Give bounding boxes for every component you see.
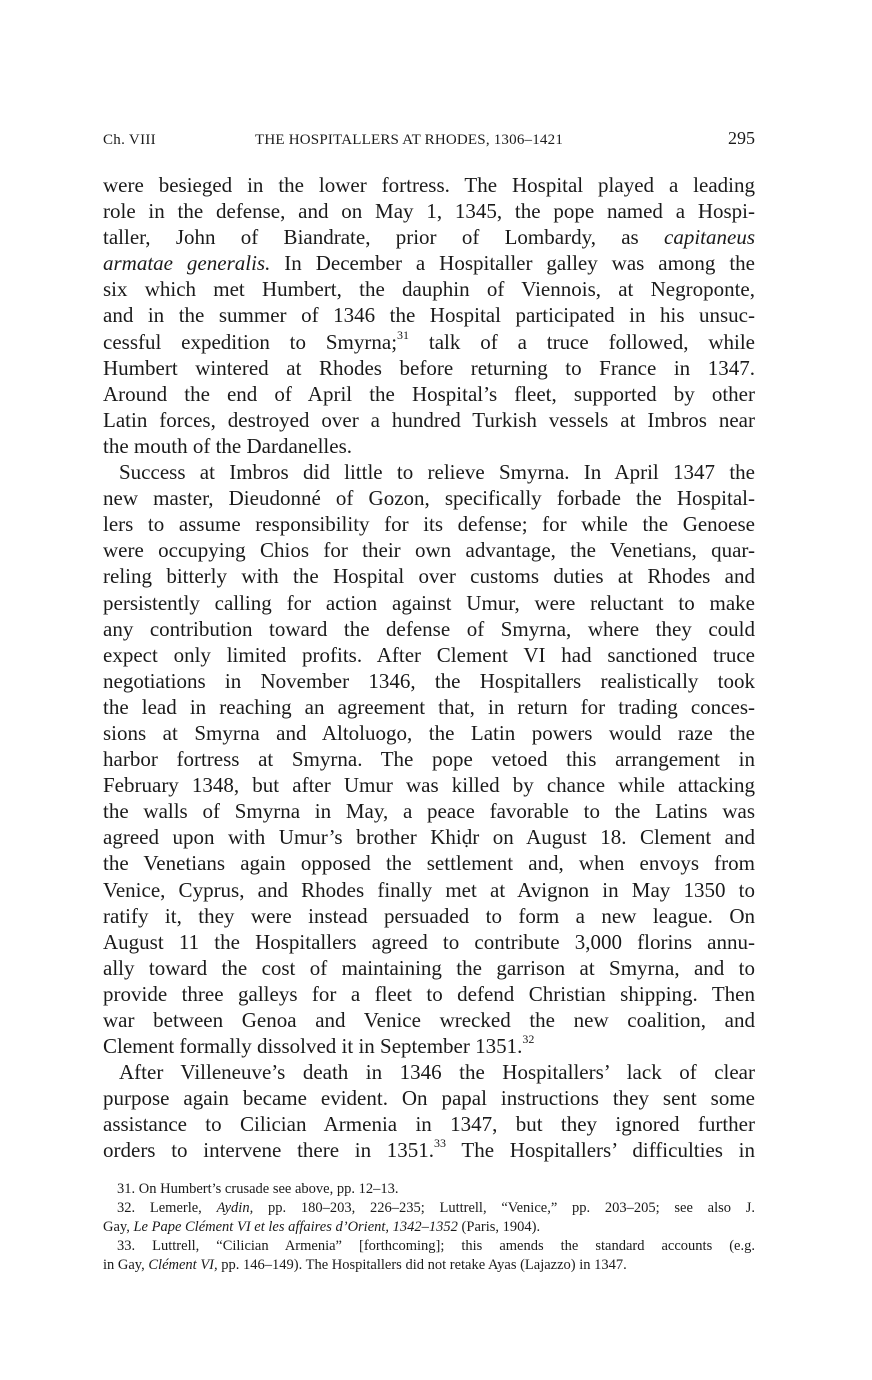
text-line: the Venetians again opposed the settlement and, when envoys from [103,851,755,876]
footnote-italic: Aydin, [216,1200,254,1216]
footnote-text: pp. 146–149). The Hospitallers did not retake Ayas (Lajazzo) in 1347. [221,1257,627,1273]
footnote-text: in Gay, [103,1257,145,1273]
footnote-line [103,1180,755,1199]
footnote-33 [103,1237,755,1275]
footnote-line [103,1237,755,1256]
text-line: agreed upon with Umur’s brother Khiḍr on August 18. Clement and [103,825,755,850]
running-header [103,128,755,152]
text-line: role in the defense, and on May 1, 1345, the pope named a Hospi- [103,199,755,224]
footnote-ref: 31 [397,327,410,342]
text-line: provide three galleys for a fleet to defend Christian shipping. Then [103,981,755,1006]
footnote-ref: 32 [522,1032,535,1047]
footnote-line [103,1218,755,1237]
text-line: were besieged in the lower fortress. The Hospital played a leading [103,173,755,197]
text-line: the lead in reaching an agreement that, in return for trading conces- [103,694,755,719]
text-line: assistance to Cilician Armenia in 1347, but they ignored further [103,1112,755,1137]
footnote-number: 33. [117,1238,136,1254]
text-line: persistently calling for action against Umur, were reluctant to make [103,590,755,615]
text-line [103,329,755,355]
text-line: Humbert wintered at Rhodes before returning to France in 1347. [103,355,755,380]
text-line: After Villeneuve’s death in 1346 the Hospitallers’ lack of clear [119,1060,755,1085]
text-line: purpose again became evident. On papal instructions they sent some [103,1086,755,1111]
text-run: The Hospitallers’ difficulties in [446,1138,755,1163]
footnote-text: Lemerle, [149,1200,202,1216]
main-text [103,172,755,1164]
page-number: 295 [728,128,755,148]
text-line: Around the end of April the Hospital’s fleet, supported by other [103,381,755,406]
text-line: were occupying Chios for their own advantage, the Venetians, quar- [103,538,755,563]
text-line: Venice, Cyprus, and Rhodes finally met at Avignon in May 1350 to [103,877,755,902]
text-line: the mouth of the Dardanelles. [103,433,353,458]
text-run: orders to intervene there in 1351. [103,1138,435,1163]
text-line: reling bitterly with the Hospital over customs duties at Rhodes and [103,564,755,589]
paragraph-1 [103,172,755,459]
text-line: negotiations in November 1346, the Hospitallers realistically took [103,668,755,693]
chapter-label: Ch. VIII [103,132,156,148]
text-line: August 11 the Hospitallers agreed to contribute 3,000 florins annu- [103,929,755,954]
footnotes [103,1180,755,1275]
text-run: In December a Hospitaller galley was among the [270,251,755,276]
paragraph-2 [103,459,755,1059]
italic-phrase: armatae generalis. [103,251,271,276]
footnote-line [103,1256,755,1275]
footnote-text: Gay, [103,1219,130,1235]
text-line: harbor fortress at Smyrna. The pope vetoed this arrangement in [103,747,755,772]
footnote-line [103,1199,755,1218]
footnote-32 [103,1199,755,1237]
text-line: ally toward the cost of maintaining the garrison at Smyrna, and to [103,955,755,980]
footnote-number: 31. [117,1181,136,1197]
text-line: lers to assume responsibility for its defense; for while the Genoese [103,512,755,537]
text-line [103,224,755,250]
footnote-ref: 33 [434,1136,447,1151]
paragraph-3 [103,1059,755,1163]
footnote-text: On Humbert’s crusade see above, pp. 12–13. [138,1181,399,1197]
text-line: expect only limited profits. After Clement VI had sanctioned truce [103,642,755,667]
text-run: taller, John of Biandrate, prior of Lombardy, as [103,225,665,250]
footnote-number: 32. [117,1200,136,1216]
text-line: February 1348, but after Umur was killed by chance while attacking [103,773,755,798]
text-run: cessful expedition to Smyrna; [103,329,398,354]
text-line: Success at Imbros did little to relieve Smyrna. In April 1347 the [119,460,755,485]
text-line: six which met Humbert, the dauphin of Viennois, at Negroponte, [103,277,755,302]
text-line: sions at Smyrna and Altoluogo, the Latin powers would raze the [103,720,755,745]
text-line: Latin forces, destroyed over a hundred Turkish vessels at Imbros near [103,407,755,432]
text-line [103,1033,755,1059]
text-run: Clement formally dissolved it in September 1351. [103,1034,523,1059]
text-line: the walls of Smyrna in May, a peace favorable to the Latins was [103,799,755,824]
text-line: any contribution toward the defense of Smyrna, where they could [103,616,755,641]
footnote-31 [103,1180,755,1199]
text-line: ratify it, they were instead persuaded to form a new league. On [103,903,755,928]
text-line: and in the summer of 1346 the Hospital participated in his unsuc- [103,303,755,328]
text-line [103,1137,755,1163]
running-title: THE HOSPITALLERS AT RHODES, 1306–1421 [255,132,564,148]
text-line: war between Genoa and Venice wrecked the new coalition, and [103,1008,755,1032]
footnote-italic: Clément VI, [148,1257,218,1273]
footnote-text: Luttrell, “Cilician Armenia” [forthcoming]; this amends the standard accounts (e.g. [152,1238,755,1254]
footnote-italic: Le Pape Clément VI et les affaires d’Orient, 1342–1352 [133,1219,458,1235]
text-run: talk of a truce followed, while [409,329,755,354]
footnote-text: (Paris, 1904). [461,1219,541,1235]
text-line [103,250,755,276]
text-line: new master, Dieudonné of Gozon, specifically forbade the Hospital- [103,486,755,511]
italic-phrase: capitaneus [664,225,755,250]
footnote-text: pp. 180–203, 226–235; Luttrell, “Venice,” pp. 203–205; see also J. [267,1200,756,1216]
